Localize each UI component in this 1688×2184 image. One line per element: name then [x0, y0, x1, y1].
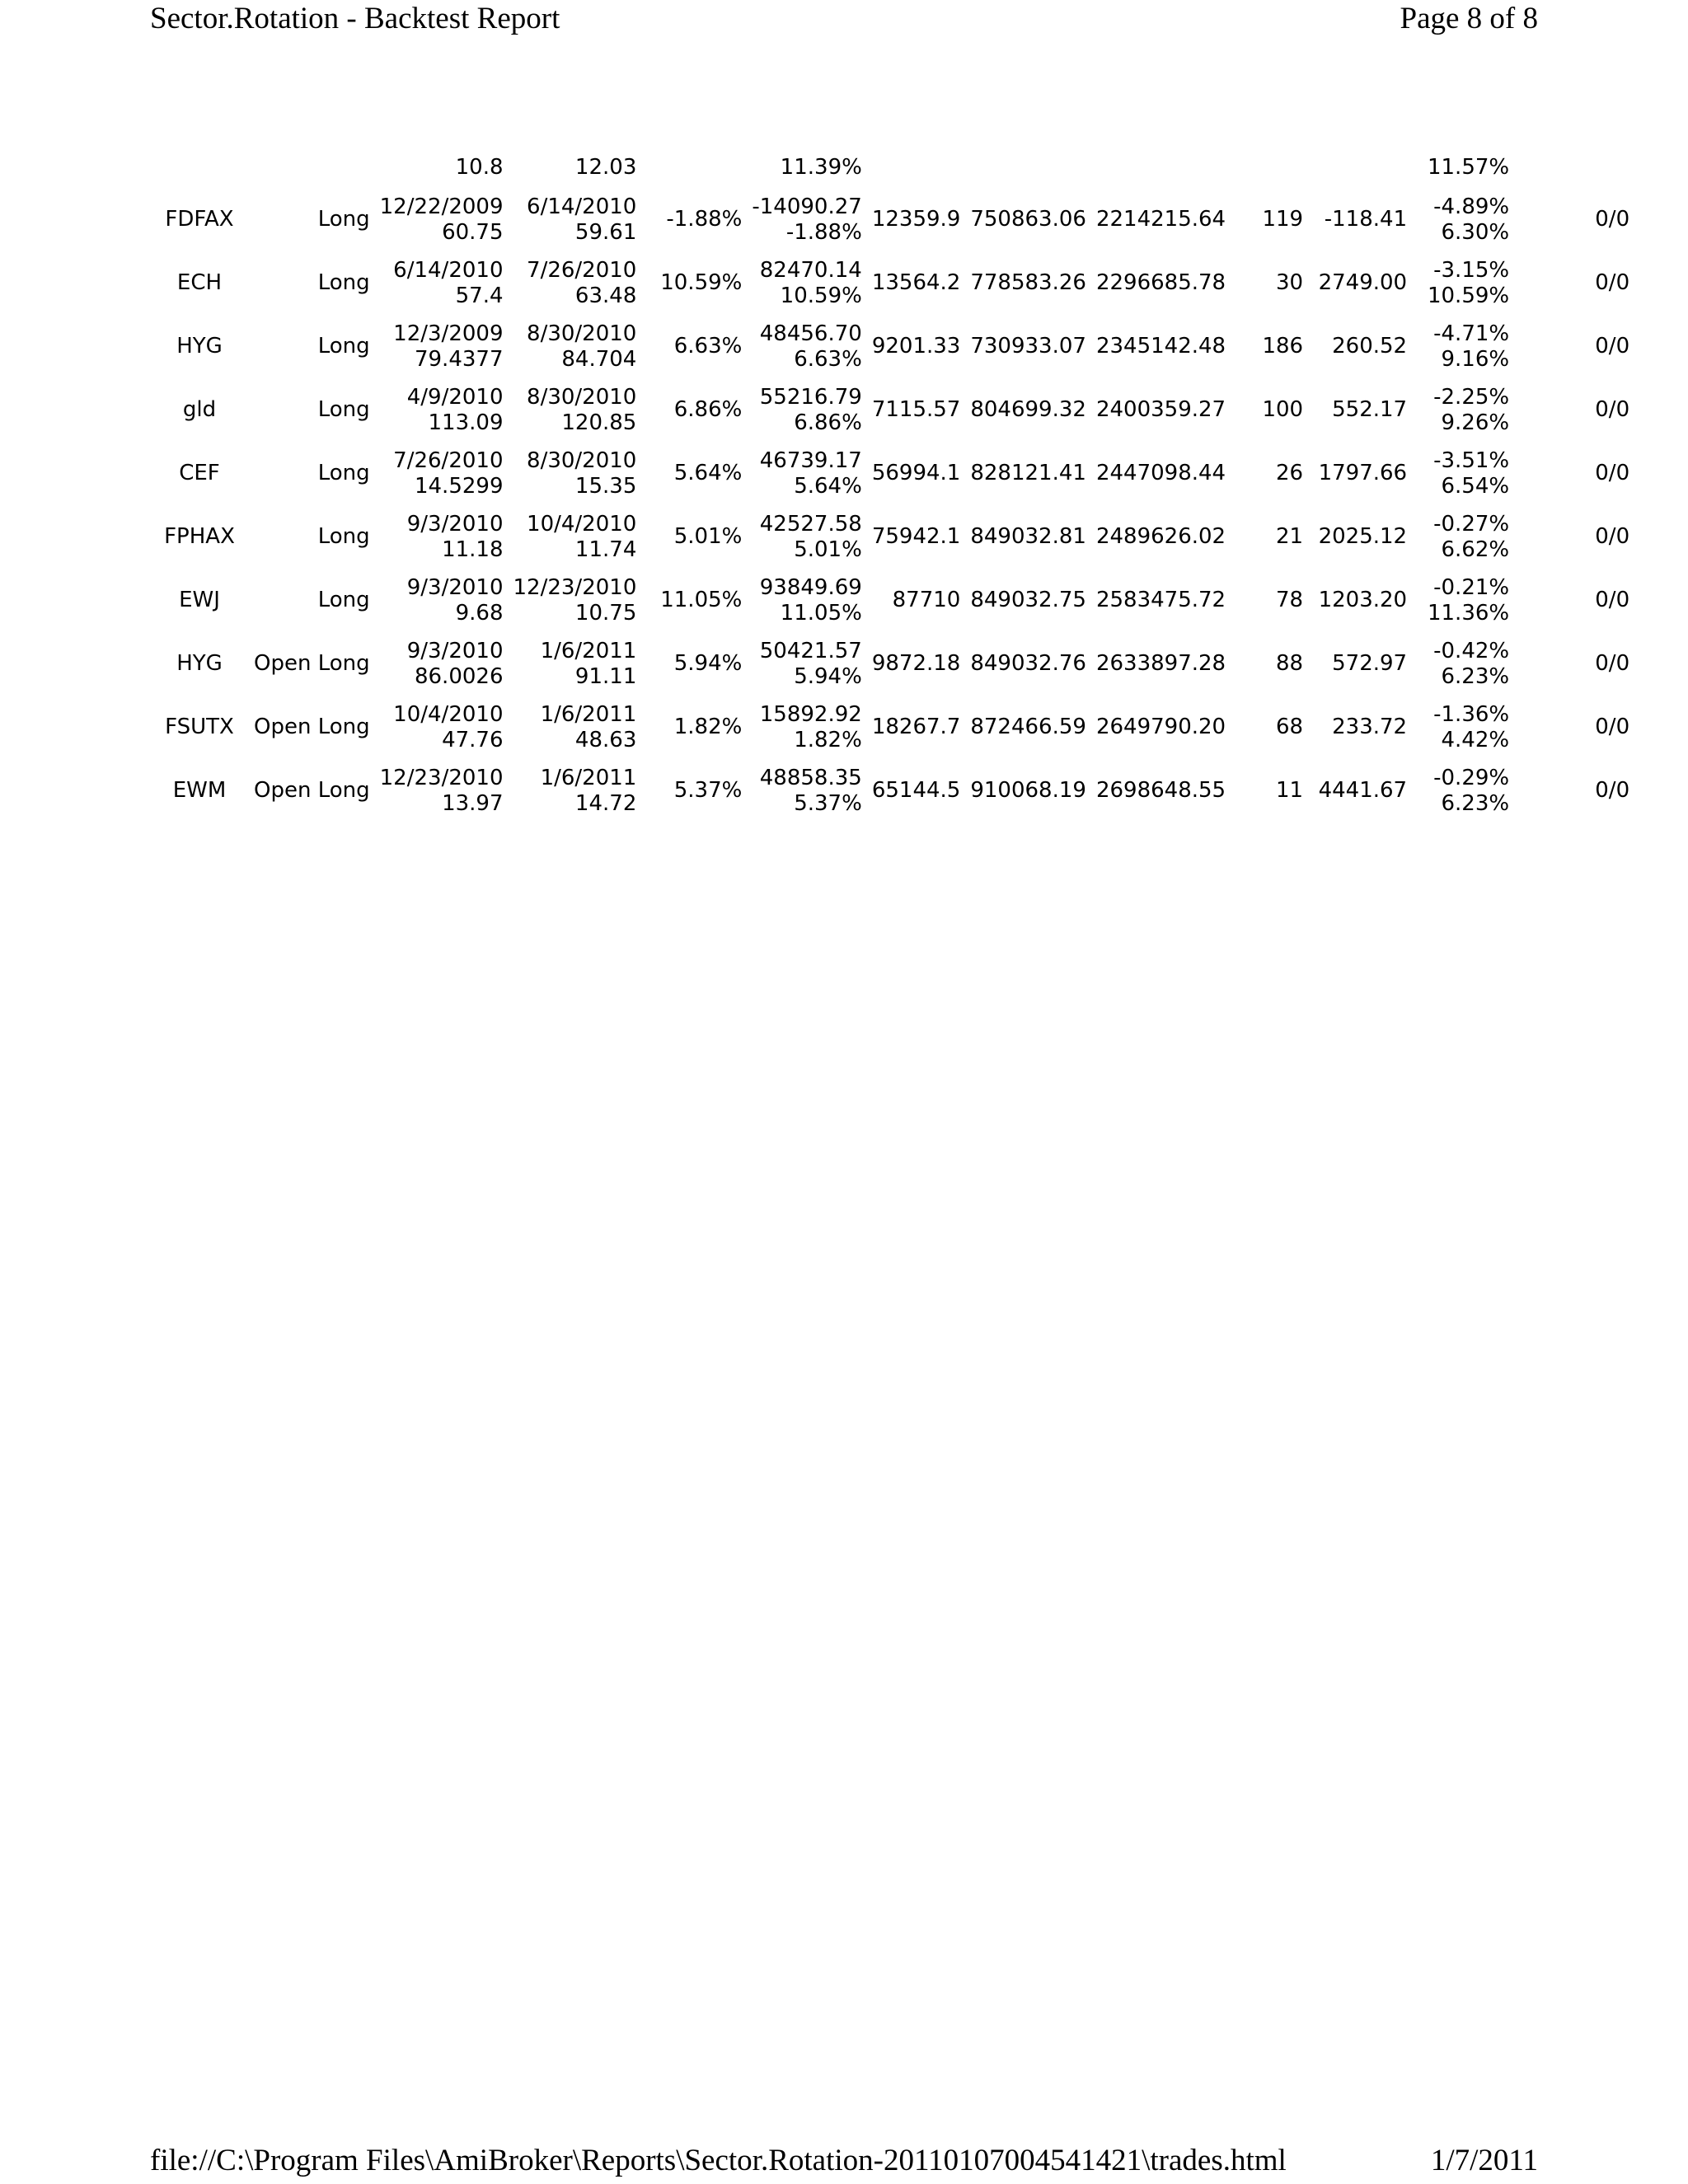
trade-exit-top: 8/30/2010: [527, 321, 637, 346]
trade-profit-top: 48858.35: [759, 765, 862, 790]
trade-exit: [509, 442, 642, 505]
trade-symbol: HYG: [176, 651, 223, 676]
trade-cum-profit: 2447098.44: [1095, 461, 1226, 485]
trade-exit: [509, 569, 642, 632]
trade-profit-bottom: 5.94%: [794, 663, 862, 689]
trade-shares: 65144.5: [871, 778, 961, 803]
carryover-profit-pct: 11.39%: [780, 155, 862, 180]
trade-profit-per-bar: 2749.00: [1318, 270, 1408, 295]
trade-entry-top: 12/22/2009: [379, 194, 504, 219]
trade-row: [153, 569, 1634, 632]
trade-exit-top: 8/30/2010: [527, 448, 637, 473]
trade-entry-top: 10/4/2010: [393, 701, 504, 727]
trade-row: [153, 696, 1634, 759]
trade-profit-top: 48456.70: [759, 321, 862, 346]
trade-shares: 87710: [892, 588, 961, 612]
trade-profit-per-bar: 552.17: [1332, 397, 1408, 422]
trade-exit-top: 10/4/2010: [527, 511, 637, 537]
trade-profit-bottom: 11.05%: [780, 600, 862, 626]
trade-profit-top: 42527.58: [759, 511, 862, 537]
trade-cum-profit: 2345142.48: [1095, 334, 1226, 359]
trade-mae-mfe-bottom: 6.54%: [1441, 473, 1510, 499]
trade-row: [153, 759, 1634, 823]
trade-profit-per-bar: 572.97: [1332, 651, 1408, 676]
trade-exit-top: 12/23/2010: [513, 574, 637, 600]
trade-entry-bottom: 14.5299: [414, 473, 504, 499]
trade-mae-mfe-top: -0.42%: [1433, 638, 1510, 663]
trade-scale: 0/0: [1595, 524, 1630, 549]
trade-symbol: HYG: [176, 334, 223, 359]
trade-exit-bottom: 15.35: [574, 473, 637, 499]
trade-profit-top: -14090.27: [752, 194, 862, 219]
trade-position-value: 804699.32: [970, 397, 1086, 422]
trade-scale: 0/0: [1595, 588, 1630, 612]
trade-profit: [747, 442, 866, 505]
trade-exit-bottom: 63.48: [574, 283, 637, 308]
trade-shares: 7115.57: [871, 397, 961, 422]
trade-position: Long: [317, 207, 370, 232]
trade-profit-bottom: 5.64%: [794, 473, 862, 499]
trade-scale: 0/0: [1595, 397, 1630, 422]
trade-symbol: FSUTX: [165, 715, 234, 739]
trade-profit: [747, 759, 866, 823]
trade-entry-bottom: 57.4: [455, 283, 504, 308]
trade-change: 5.37%: [673, 778, 743, 803]
trade-cum-profit: 2633897.28: [1095, 651, 1226, 676]
trade-profit-top: 55216.79: [759, 384, 862, 410]
trade-position-value: 849032.81: [970, 524, 1086, 549]
trade-scale: 0/0: [1595, 715, 1630, 739]
trade-change: 11.05%: [660, 588, 743, 612]
trade-row: [153, 188, 1634, 251]
trade-mae-mfe: [1412, 442, 1514, 505]
trade-profit-per-bar: 1797.66: [1318, 461, 1408, 485]
trade-cum-profit: 2489626.02: [1095, 524, 1226, 549]
trade-mae-mfe: [1412, 696, 1514, 759]
trade-entry-top: 12/3/2009: [393, 321, 504, 346]
trade-profit-top: 82470.14: [759, 257, 862, 283]
trade-entry: [375, 505, 509, 569]
trade-row: [153, 251, 1634, 315]
trade-profit-per-bar: 233.72: [1332, 715, 1408, 739]
trade-profit-bottom: 6.86%: [794, 410, 862, 435]
trade-symbol: ECH: [176, 270, 223, 295]
trade-entry-bottom: 9.68: [455, 600, 504, 626]
trade-entry-top: 7/26/2010: [393, 448, 504, 473]
trade-bars: 11: [1276, 778, 1304, 803]
carryover-exit-price: 12.03: [574, 155, 637, 180]
trade-profit: [747, 315, 866, 378]
trade-exit-top: 8/30/2010: [527, 384, 637, 410]
carryover-entry-price: 10.8: [455, 155, 504, 180]
trade-position: Open Long: [254, 651, 370, 676]
trade-entry-bottom: 86.0026: [414, 663, 504, 689]
file-path: file://C:\Program Files\AmiBroker\Reports\Sector.Rotation-20110107004541421\trades.html: [150, 2144, 1287, 2177]
page-footer: [150, 2141, 1538, 2184]
report-title: Sector.Rotation - Backtest Report: [150, 2, 560, 35]
trade-symbol: EWJ: [179, 588, 220, 612]
trade-scale: 0/0: [1595, 778, 1630, 803]
trade-mae-mfe-top: -0.27%: [1433, 511, 1510, 537]
trade-symbol: FPHAX: [164, 524, 235, 549]
trade-profit-top: 46739.17: [759, 448, 862, 473]
trade-symbol: FDFAX: [165, 207, 234, 232]
trade-profit: [747, 378, 866, 442]
trade-mae-mfe-top: -4.71%: [1433, 321, 1510, 346]
trade-entry: [375, 188, 509, 251]
trade-entry: [375, 251, 509, 315]
trade-mae-mfe: [1412, 569, 1514, 632]
trade-scale: 0/0: [1595, 651, 1630, 676]
trade-mae-mfe: [1412, 251, 1514, 315]
carryover-mfe: 11.57%: [1427, 155, 1510, 180]
trade-position: Long: [317, 524, 370, 549]
trade-position-value: 849032.75: [970, 588, 1086, 612]
print-date: 1/7/2011: [1430, 2144, 1538, 2177]
trade-cum-profit: 2698648.55: [1095, 778, 1226, 803]
trade-shares: 9201.33: [871, 334, 961, 359]
trade-position: Long: [317, 588, 370, 612]
trade-exit: [509, 696, 642, 759]
trade-entry-top: 12/23/2010: [379, 765, 504, 790]
trade-profit-top: 15892.92: [759, 701, 862, 727]
trade-mae-mfe: [1412, 315, 1514, 378]
trade-position-value: 730933.07: [970, 334, 1086, 359]
trade-position-value: 778583.26: [970, 270, 1086, 295]
trade-profit-bottom: 5.37%: [794, 790, 862, 816]
trade-entry-bottom: 47.76: [442, 727, 504, 752]
trade-entry-top: 9/3/2010: [406, 638, 504, 663]
trade-bars: 100: [1262, 397, 1304, 422]
trade-profit-per-bar: -118.41: [1324, 207, 1408, 232]
trade-change: -1.88%: [666, 207, 743, 232]
trade-entry: [375, 442, 509, 505]
trade-entry-top: 6/14/2010: [393, 257, 504, 283]
trade-mae-mfe-top: -2.25%: [1433, 384, 1510, 410]
trade-mae-mfe-bottom: 9.26%: [1441, 410, 1510, 435]
trade-entry: [375, 696, 509, 759]
trade-mae-mfe: [1412, 759, 1514, 823]
trade-profit-per-bar: 4441.67: [1318, 778, 1408, 803]
trade-bars: 88: [1276, 651, 1304, 676]
trade-mae-mfe-top: -0.21%: [1433, 574, 1510, 600]
trade-profit: [747, 505, 866, 569]
trade-profit-top: 50421.57: [759, 638, 862, 663]
trade-position: Open Long: [254, 778, 370, 803]
trade-scale: 0/0: [1595, 207, 1630, 232]
trade-entry: [375, 569, 509, 632]
trade-profit: [747, 251, 866, 315]
trade-mae-mfe: [1412, 505, 1514, 569]
trade-mae-mfe-bottom: 10.59%: [1427, 283, 1510, 308]
trade-cum-profit: 2583475.72: [1095, 588, 1226, 612]
trade-entry-top: 9/3/2010: [406, 511, 504, 537]
trade-profit-per-bar: 1203.20: [1318, 588, 1408, 612]
trade-mae-mfe: [1412, 632, 1514, 696]
trade-profit-per-bar: 260.52: [1332, 334, 1408, 359]
trade-exit-bottom: 14.72: [574, 790, 637, 816]
trade-position-value: 872466.59: [970, 715, 1086, 739]
trade-mae-mfe-top: -4.89%: [1433, 194, 1510, 219]
trade-mae-mfe: [1412, 378, 1514, 442]
trade-exit-top: 1/6/2011: [540, 765, 637, 790]
trade-position: Long: [317, 334, 370, 359]
trade-change: 6.63%: [673, 334, 743, 359]
trade-entry: [375, 759, 509, 823]
page-header: [150, 0, 1538, 41]
trade-bars: 68: [1276, 715, 1304, 739]
trade-change: 5.01%: [673, 524, 743, 549]
trade-entry-top: 9/3/2010: [406, 574, 504, 600]
trade-profit-top: 93849.69: [759, 574, 862, 600]
trades-table: [153, 155, 1634, 823]
trade-entry-bottom: 11.18: [442, 537, 504, 562]
trade-position: Open Long: [254, 715, 370, 739]
trade-row: [153, 315, 1634, 378]
trade-mae-mfe-bottom: 4.42%: [1441, 727, 1510, 752]
trade-mae-mfe-bottom: 6.62%: [1441, 537, 1510, 562]
trade-exit: [509, 378, 642, 442]
trade-cum-profit: 2649790.20: [1095, 715, 1226, 739]
trade-bars: 119: [1262, 207, 1304, 232]
trade-cum-profit: 2296685.78: [1095, 270, 1226, 295]
trade-mae-mfe-bottom: 9.16%: [1441, 346, 1510, 372]
trade-entry-bottom: 79.4377: [414, 346, 504, 372]
trade-mae-mfe-bottom: 11.36%: [1427, 600, 1510, 626]
trade-scale: 0/0: [1595, 461, 1630, 485]
trade-symbol: gld: [182, 397, 217, 422]
trade-bars: 21: [1276, 524, 1304, 549]
trade-entry: [375, 315, 509, 378]
trade-entry-bottom: 13.97: [442, 790, 504, 816]
trade-profit-bottom: 1.82%: [794, 727, 862, 752]
trade-exit: [509, 251, 642, 315]
trade-shares: 18267.7: [871, 715, 961, 739]
trade-exit-bottom: 91.11: [574, 663, 637, 689]
trade-row: [153, 378, 1634, 442]
page-number: Page 8 of 8: [1400, 2, 1538, 35]
trade-profit-bottom: 5.01%: [794, 537, 862, 562]
trade-profit: [747, 569, 866, 632]
trade-exit-top: 1/6/2011: [540, 701, 637, 727]
trade-bars: 30: [1276, 270, 1304, 295]
trade-exit-top: 1/6/2011: [540, 638, 637, 663]
trade-exit-bottom: 120.85: [561, 410, 637, 435]
trade-entry-top: 4/9/2010: [406, 384, 504, 410]
trade-profit-bottom: -1.88%: [785, 219, 862, 245]
trade-mae-mfe-bottom: 6.23%: [1441, 790, 1510, 816]
trade-bars: 78: [1276, 588, 1304, 612]
trade-shares: 9872.18: [871, 651, 961, 676]
trade-mae-mfe-bottom: 6.23%: [1441, 663, 1510, 689]
trade-exit-bottom: 11.74: [574, 537, 637, 562]
carryover-row: [153, 155, 1634, 188]
trade-profit: [747, 188, 866, 251]
trade-scale: 0/0: [1595, 334, 1630, 359]
trade-exit-bottom: 10.75: [574, 600, 637, 626]
trade-symbol: CEF: [179, 461, 220, 485]
trade-change: 1.82%: [673, 715, 743, 739]
trade-cum-profit: 2400359.27: [1095, 397, 1226, 422]
trade-exit-bottom: 84.704: [561, 346, 637, 372]
trade-exit: [509, 632, 642, 696]
trade-profit: [747, 632, 866, 696]
trade-position-value: 828121.41: [970, 461, 1086, 485]
trade-shares: 12359.9: [871, 207, 961, 232]
trade-entry-bottom: 60.75: [442, 219, 504, 245]
trade-shares: 56994.1: [871, 461, 961, 485]
trade-change: 6.86%: [673, 397, 743, 422]
trade-mae-mfe-top: -0.29%: [1433, 765, 1510, 790]
trade-entry-bottom: 113.09: [428, 410, 504, 435]
trade-position-value: 750863.06: [970, 207, 1086, 232]
trade-position: Long: [317, 461, 370, 485]
trade-cum-profit: 2214215.64: [1095, 207, 1226, 232]
trade-position-value: 849032.76: [970, 651, 1086, 676]
trade-mae-mfe-bottom: 6.30%: [1441, 219, 1510, 245]
trade-exit-bottom: 59.61: [574, 219, 637, 245]
trade-profit-per-bar: 2025.12: [1318, 524, 1408, 549]
trade-exit: [509, 315, 642, 378]
trade-change: 5.94%: [673, 651, 743, 676]
trade-scale: 0/0: [1595, 270, 1630, 295]
trade-exit: [509, 505, 642, 569]
trade-bars: 186: [1262, 334, 1304, 359]
trade-entry: [375, 378, 509, 442]
trade-position: Long: [317, 397, 370, 422]
trade-exit-top: 6/14/2010: [527, 194, 637, 219]
trade-exit-bottom: 48.63: [574, 727, 637, 752]
trade-exit-top: 7/26/2010: [527, 257, 637, 283]
trade-symbol: EWM: [172, 778, 227, 803]
trade-row: [153, 632, 1634, 696]
trade-change: 5.64%: [673, 461, 743, 485]
trade-row: [153, 442, 1634, 505]
trade-shares: 13564.2: [871, 270, 961, 295]
trade-mae-mfe-top: -3.51%: [1433, 448, 1510, 473]
trade-bars: 26: [1276, 461, 1304, 485]
trade-mae-mfe: [1412, 188, 1514, 251]
trade-exit: [509, 759, 642, 823]
trade-change: 10.59%: [660, 270, 743, 295]
trade-profit-bottom: 10.59%: [780, 283, 862, 308]
trade-mae-mfe-top: -1.36%: [1433, 701, 1510, 727]
trade-profit-bottom: 6.63%: [794, 346, 862, 372]
trade-position-value: 910068.19: [970, 778, 1086, 803]
trade-entry: [375, 632, 509, 696]
trade-shares: 75942.1: [871, 524, 961, 549]
trade-mae-mfe-top: -3.15%: [1433, 257, 1510, 283]
trade-exit: [509, 188, 642, 251]
trade-profit: [747, 696, 866, 759]
trade-position: Long: [317, 270, 370, 295]
trade-row: [153, 505, 1634, 569]
